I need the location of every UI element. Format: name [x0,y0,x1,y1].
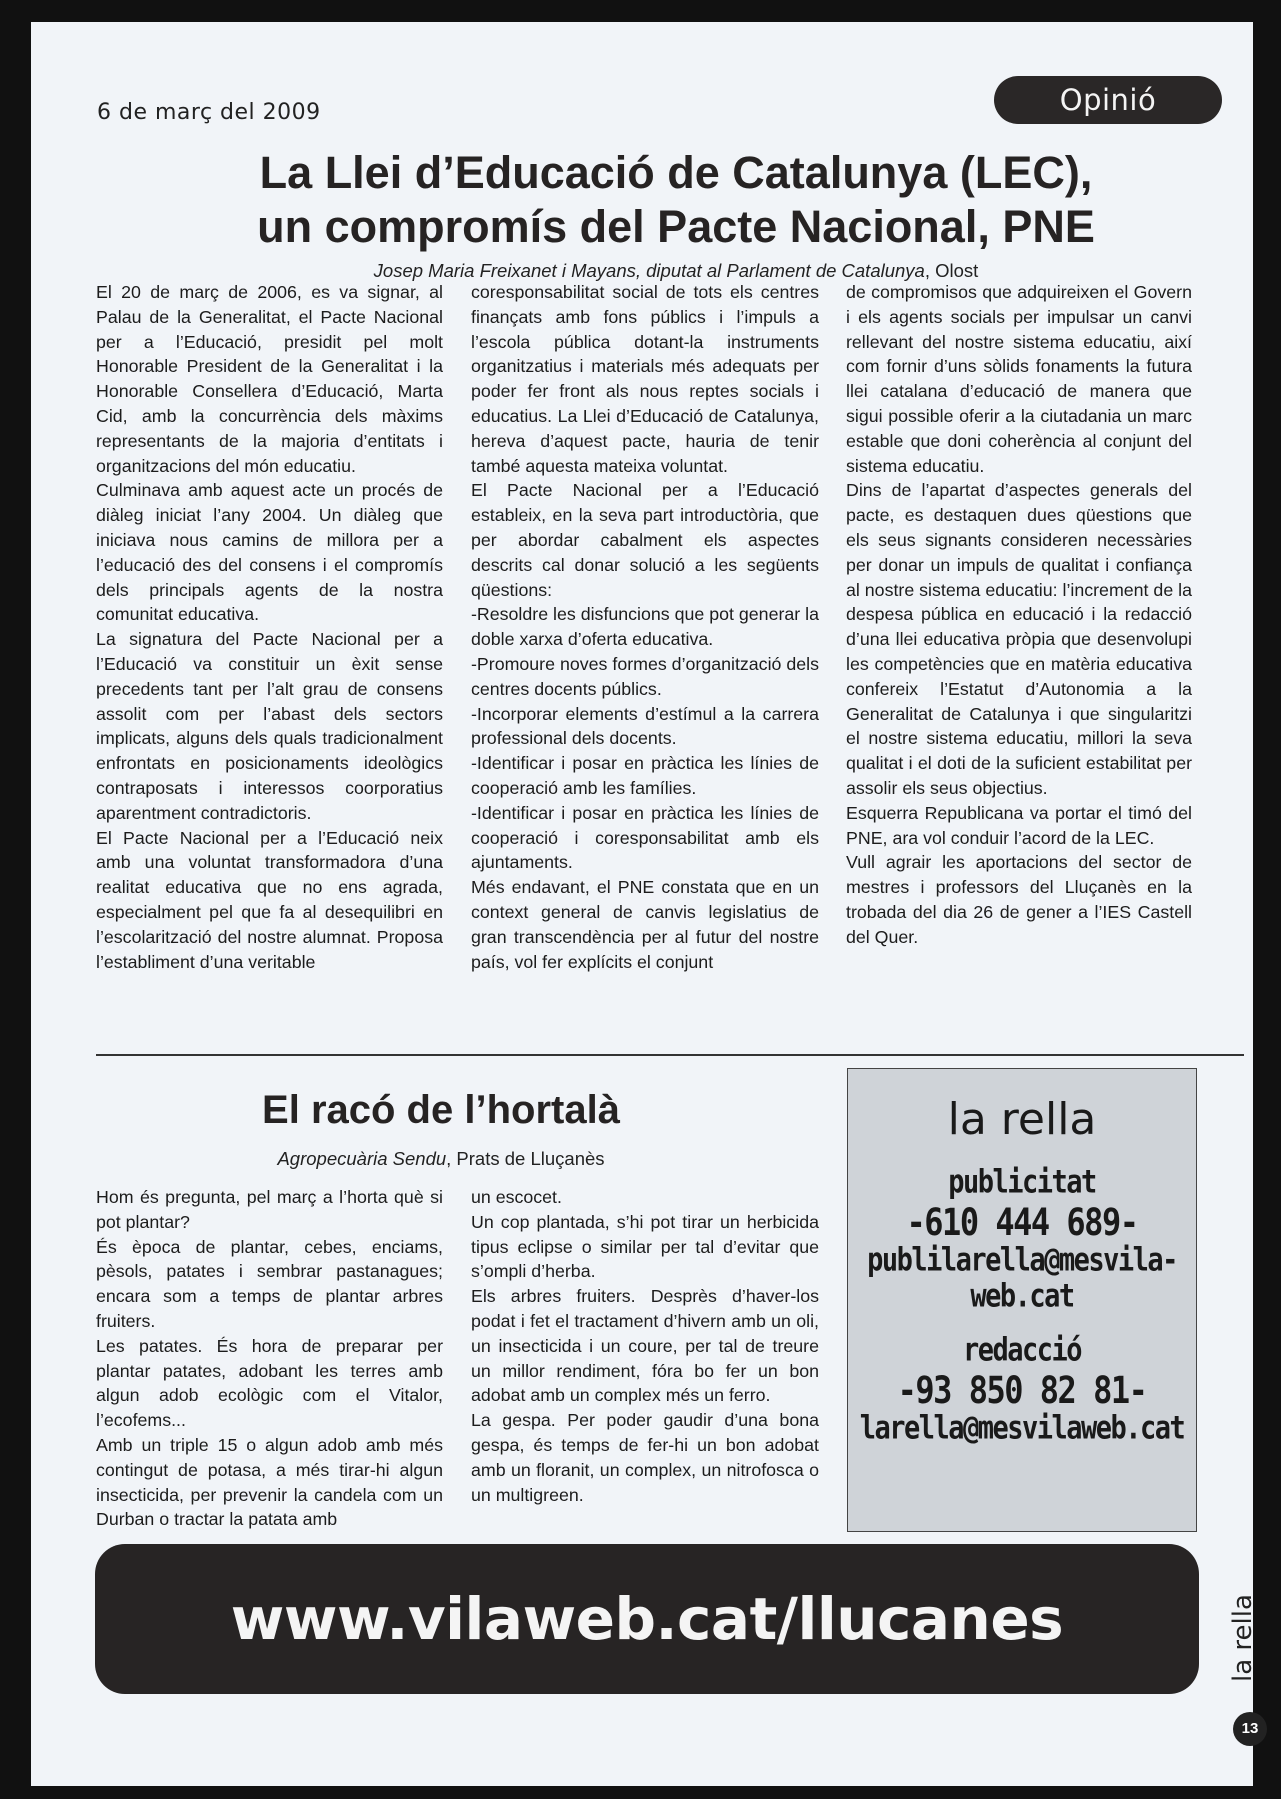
paragraph: -Resoldre les disfuncions que pot generar la doble xarxa d’oferta educativa. [471,604,819,650]
paragraph: Els arbres fruiters. Desprès d’haver-los podat i fet el tractament d’hivern amb un oli, un insecticida i un coure, per tal de treure un millor rendiment, fóra bo fer un bon adobat amb un complex més un ferro. [471,1286,819,1406]
website-banner: www.vilaweb.cat/llucanes [95,1544,1199,1694]
ad-publicitat-label: publicitat [948,1164,1096,1201]
section-divider [96,1054,1244,1056]
raco-byline [91,1148,791,1170]
article-location: , Olost [924,260,979,281]
paragraph: -Identificar i posar en pràctica les línies de cooperació amb les famílies. [471,753,819,798]
paragraph: -Identificar i posar en pràctica les línies de cooperació i coresponsabilitat amb els ajuntaments. [471,802,819,873]
ad-publicitat-email: publilarella@mesvila- [867,1242,1177,1279]
ad-publicitat-email-cont: web.cat [970,1278,1074,1315]
page-number: 13 [1233,1712,1267,1746]
raco-title: El racó de l’hortalà [262,1088,620,1132]
paragraph: El Pacte Nacional per a l’Educació estableix, en la seva part introductòria, que per abordar cabalment els aspectes descrits cal donar solució a les següents qüestions: [471,480,819,600]
paragraph: de compromisos que adquireixen el Govern i els agents socials per impulsar un canvi rellevant del nostre sistema educatiu, així com fornir d’uns sòlids fonaments la futura llei catalana d’educació de manera que sigui possible oferir a la ciutadania un marc estable que doni coherència al conjunt del sistema educatiu. [846,282,1192,476]
paragraph: És època de plantar, cebes, enciams, pèsols, patates i sembrar pastanagues; encara som a temps de plantar arbres fruiters. [96,1236,443,1331]
paragraph: La gespa. Per poder gaudir d’una bona gespa, és temps de fer-hi un bon adobat amb un floranit, un complex, un nitrofosca o un multigreen. [471,1410,819,1505]
paragraph: Amb un triple 15 o algun adob amb més contingut de potasa, a més tirar-hi algun insecticida, per prevenir la candela com un Durban o tractar la patata amb [96,1434,443,1530]
article-title [91,146,1261,254]
raco-column-2 [471,1185,819,1507]
paragraph: un escocet. [471,1187,562,1207]
ad-redaccio-label: redacció [962,1332,1082,1369]
newspaper-page [31,22,1259,1786]
side-brand-label: la rella [1228,1594,1258,1682]
advertising-box [847,1068,1197,1532]
ad-brand: la rella [947,1094,1097,1145]
ad-redaccio-email: larella@mesvilaweb.cat [859,1410,1185,1447]
article-column-2 [471,280,819,974]
paragraph: Culminava amb aquest acte un procés de diàleg iniciat l’any 2004. Un diàleg que iniciava nous camins de millora per a l’educació des del consens i el compromís dels principals agents de la nostra comunitat educativa. [96,480,443,625]
raco-column-1 [96,1185,443,1532]
paragraph: Esquerra Republicana va portar el timó del PNE, ara vol conduir l’acord de la LEC. [846,802,1192,848]
paragraph: Més endavant, el PNE constata que en un context general de canvis legislatius de gran transcendència per al futur del nostre país, vol fer explícits el conjunt [471,877,819,972]
article-author: Josep Maria Freixanet i Mayans, diputat al Parlament de Catalunya [373,260,925,281]
article-title-line2: un compromís del Pacte Nacional, PNE [257,201,1095,252]
raco-location: , Prats de Lluçanès [446,1148,605,1169]
article-title-line1: La Llei d’Educació de Catalunya (LEC), [259,147,1093,198]
paragraph: Dins de l’apartat d’aspectes generals del pacte, es destaquen dues qüestions que els seus signants consideren necessàries per donar un impuls de qualitat i confiança al nostre sistema educatiu: l’increment de la despesa pública en educació i la redacció d’una llei educativa pròpia que desenvolupi les competències que en matèria educativa confereix l’Estatut d’Autonomia a la Generalitat de Catalunya i que singularitzi el nostre sistema educatiu, millori la seva qualitat i el doti de la suficient estabilitat per assolir els seus objectius. [846,480,1192,798]
paragraph: -Promoure noves formes d’organització dels centres docents públics. [471,653,819,699]
paragraph: Un cop plantada, s’hi pot tirar un herbicida tipus eclipse o similar per tal d’evitar que s’ompli d’herba. [471,1211,819,1282]
issue-date: 6 de març del 2009 [97,100,321,125]
article-column-3 [846,280,1192,950]
paragraph: Vull agrair les aportacions del sector de mestres i professors del Lluçanès en la trobada del dia 26 de gener a l’IES Castell del Quer. [846,852,1192,947]
paragraph: La signatura del Pacte Nacional per a l’Educació va constituir un èxit sense precedents tant per l’alt grau de consens assolit com per l’abast dels sectors implicats, alguns dels quals tradicionalment enfrontats en posicionaments ideològics contraposats i interessos coorporatius aparentment contradictoris. [96,629,443,823]
raco-author: Agropecuària Sendu [277,1148,447,1169]
article-column-1 [96,280,443,974]
paragraph: Les patates. És hora de preparar per plantar patates, adobant les terres amb algun adob ecològic com el Vitalor, l’ecofems... [96,1335,443,1431]
section-badge: Opinió [994,76,1222,124]
paragraph: El 20 de març de 2006, es va signar, al Palau de la Generalitat, el Pacte Nacional per a l’Educació, presidit pel molt Honorable President de la Generalitat i la Honorable Consellera d’Educació, Marta Cid, amb la concurrència dels màxims representants de la majoria d’entitats i organitzacions del món educatiu. [96,282,443,476]
ad-publicitat-phone: -610 444 689- [906,1199,1138,1245]
paragraph: El Pacte Nacional per a l’Educació neix amb una voluntat transformadora d’una realitat educativa que no ens agrada, especialment pel que fa al desequilibri en l’escolarització del nostre alumnat. Proposa l’establiment d’una veritable [96,827,443,972]
paragraph: Hom és pregunta, pel març a l’horta què si pot plantar? [96,1187,443,1232]
ad-redaccio-phone: -93 850 82 81- [897,1367,1147,1413]
paragraph: coresponsabilitat social de tots els centres finançats amb fons públics i l’impuls a l’escola pública dotant-la instruments organitzatius i materials més adequats per poder fer front als nous reptes socials i educatius. La Llei d’Educació de Catalunya, hereva d’aquest pacte, hauria de tenir també aquesta mateixa voluntat. [471,282,819,476]
paragraph: -Incorporar elements d’estímul a la carrera professional dels docents. [471,703,819,749]
article-byline [91,260,1261,282]
